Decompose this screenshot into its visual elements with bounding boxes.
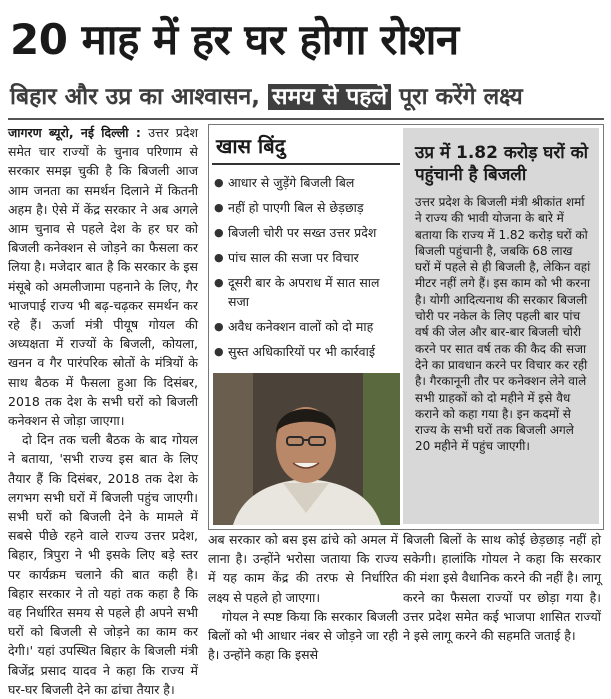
- key-point-item: ● आधार से जुड़ेंगे बिजली बिल: [214, 173, 400, 192]
- article-paragraph: अब सरकार को बस इस ढांचे को अमल में लाना है। उन्होंने भरोसा जताया कि राज्य में यह काम केंद्र की तरफ से निर्धारित लक्ष्य से पहले हो जाएगा।: [208, 532, 398, 605]
- key-point-item: ● नहीं हो पाएगी बिल से छेड़छाड़: [214, 198, 400, 217]
- minister-photo: [213, 373, 400, 525]
- key-points-title: खास बिंदु: [212, 128, 400, 165]
- article-column-3: [403, 530, 601, 645]
- article-column-2: [208, 530, 398, 664]
- article-paragraph: [8, 123, 198, 430]
- sidebar-title: उप्र में 1.82 करोड़ घरों को पहुंचानी है बिजली: [415, 143, 589, 185]
- key-points-panel: [212, 128, 400, 367]
- subhead-part1: बिहार और उप्र का आश्वासन,: [10, 84, 269, 110]
- key-point-item: ● पांच साल की सजा पर विचार: [214, 248, 400, 267]
- article-column-1: [8, 123, 198, 699]
- key-point-item: ● अवैध कनेक्शन वालों को दो माह: [214, 317, 400, 336]
- article-paragraph: दो दिन तक चली बैठक के बाद गोयल ने बताया, 'सभी राज्य इस बात के लिए तैयार हैं कि दिसंबर, 2018 तक देश के लगभग सभी घरों में बिजली पहुंच जाएगी। सभी घरों को बिजली देने के मामले में सबसे पीछे रहने वाले राज्य उत्तर प्रदेश, बिहार, त्रिपुरा ने भी इसके लिए बड़े स्तर पर कार्यक्रम चलाने की बात कही है। बिहार सरकार ने तो यहां तक कहा है कि वह निर्धारित समय से पहले ही अपने सभी घरों को बिजली से जोड़ने का काम कर देगी।' यहां उपस्थित बिहार के बिजली मंत्री बिजेंद्र प्रसाद यादव ने कहा कि राज्य में घर-घर बिजली देने का ढांचा तैयार है।: [8, 432, 198, 697]
- paragraph-text: उत्तर प्रदेश समेत चार राज्यों के चुनाव परिणाम से सरकार समझ चुकी है कि बिजली आज आम जनता का समर्थन दिलाने में कितनी अहम है। ऐसे में केंद्र सरकार ने अब अगले आम चुनाव से पहले देश के हर घर को बिजली कनेक्शन से जोड़ने का फैसला कर लिया है। मजेदार बात है कि सरकार के इस मंसूबे को अमलीजामा पहनाने के लिए, गैर भाजपाई राज्य भी बढ़-चढ़कर समर्थन कर रहे हैं। ऊर्जा मंत्री पीयूष गोयल की अध्यक्षता में राज्यों के बिजली, कोयला, खनन व गैर पारंपरिक स्रोतों के मंत्रियों के साथ बैठक में फैसला हुआ कि दिसंबर, 2018 तक देश के सभी घरों को बिजली कनेक्शन से जोड़ा जाएगा।: [8, 125, 199, 429]
- key-point-item: ● सुस्त अधिकारियों पर भी कार्रवाई: [214, 342, 400, 361]
- article-paragraph: बिजली बिलों के साथ कोई छेड़छाड़ नहीं हो सकेगी। हालांकि गोयल ने कहा कि सरकार की मंशा इसे वैधानिक करने की नहीं है। लागू करने का फैसला राज्यों पर छोड़ा गया है। उत्तर प्रदेश समेत कई भाजपा शासित राज्यों ने इसे लागू करने की सहमति जताई है।: [403, 532, 601, 644]
- key-points-list: [212, 173, 400, 361]
- article-paragraph: गोयल ने स्पष्ट किया कि सरकार बिजली बिलों को भी आधार नंबर से जोड़ने जा रही है। उन्होंने कहा कि इससे: [208, 608, 398, 663]
- key-point-item: ● बिजली चोरी पर सख्त उत्तर प्रदेश: [214, 223, 400, 242]
- key-point-item: ● दूसरी बार के अपराध में सात साल सजा: [214, 273, 400, 311]
- portrait-illustration: [213, 373, 400, 525]
- divider-rule: [8, 118, 604, 120]
- sidebar-up-box: [403, 128, 599, 524]
- subhead-highlight: समय से पहले: [268, 84, 391, 110]
- dateline: जागरण ब्यूरो, नई दिल्ली :: [8, 125, 149, 140]
- headline: 20 माह में हर घर होगा रोशन: [10, 15, 459, 64]
- subheadline: [10, 80, 523, 114]
- subhead-part2: पूरा करेंगे लक्ष्य: [391, 84, 523, 110]
- sidebar-body: उत्तर प्रदेश के बिजली मंत्री श्रीकांत शर्मा ने राज्य की भावी योजना के बारे में बताया कि राज्य में 1.82 करोड़ घरों को बिजली पहुंचानी है, जबकि 68 लाख घरों में पहले से ही बिजली है, लेकिन वहां मीटर नहीं लगे हैं। इस काम को भी करना है। योगी आदित्यनाथ की सरकार बिजली चोरी पर नकेल के लिए पहली बार पांच वर्ष की जेल और बार-बार बिजली चोरी करने पर सात वर्ष तक की कैद की सजा देने का प्रावधान करने पर विचार कर रही है। गैरकानूनी तौर पर कनेक्शन लेने वाले सभी ग्राहकों को दो महीने में इसे वैध कराने को कहा गया है। इन कदमों से राज्य के सभी घरों तक बिजली अगले 20 महीने में पहुंच जाएगी।: [415, 195, 591, 454]
